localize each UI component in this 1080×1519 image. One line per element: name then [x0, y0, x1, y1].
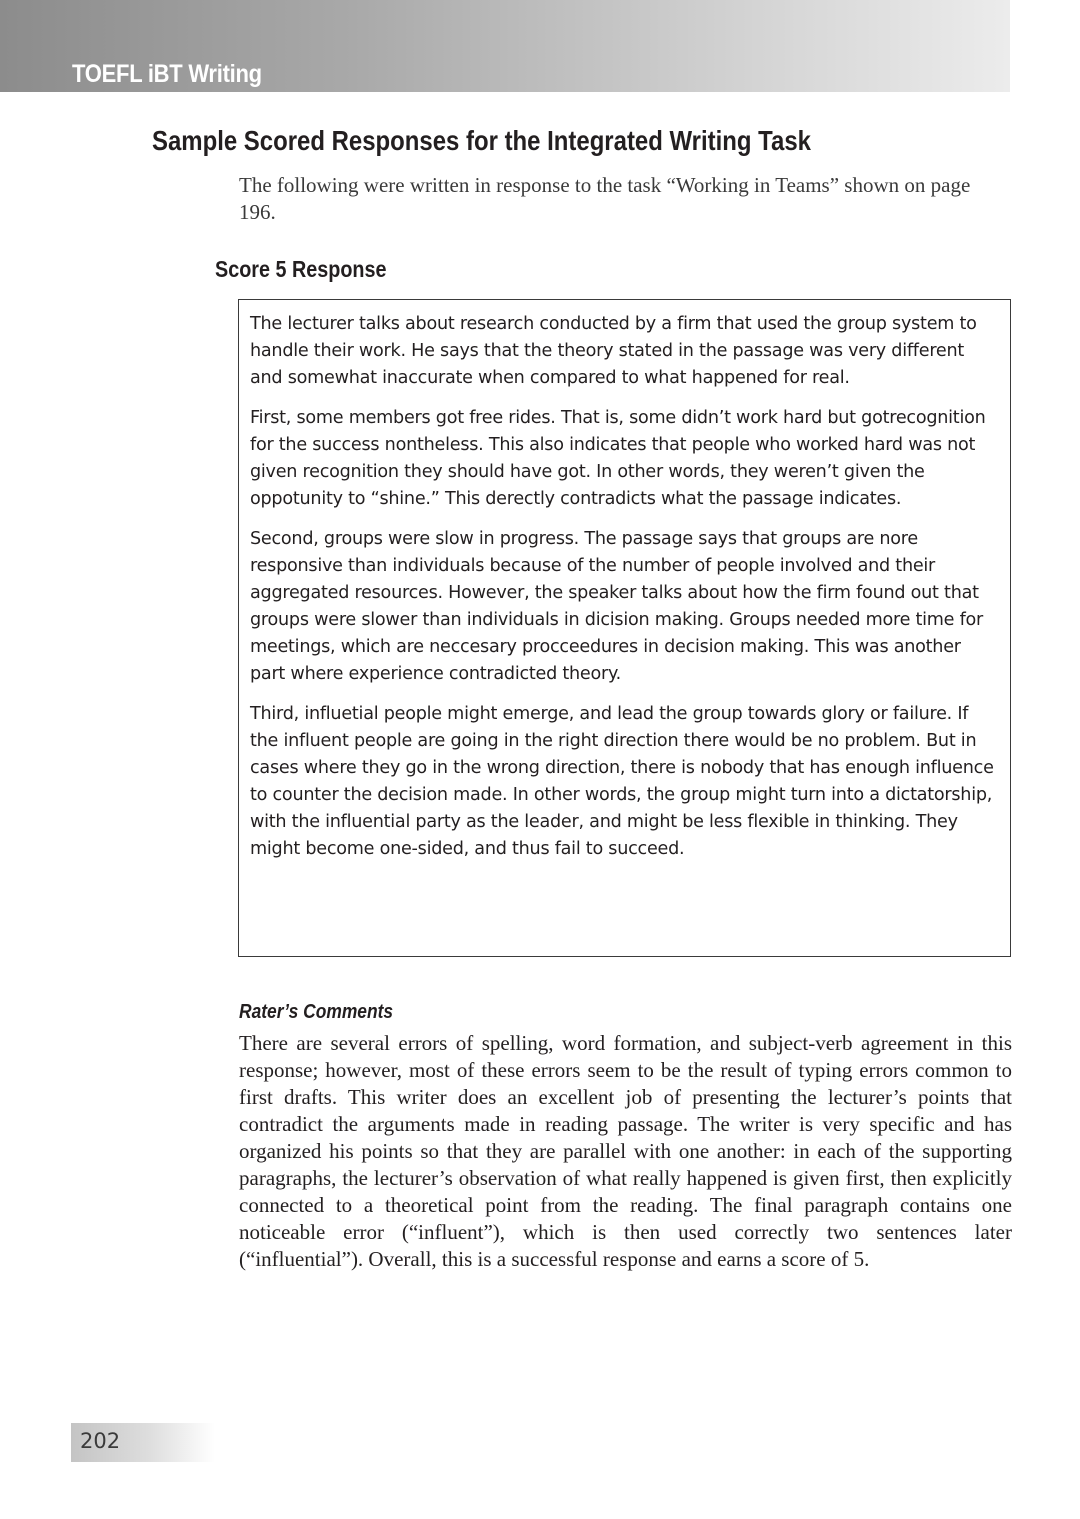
running-header-title: TOEFL iBT Writing [72, 60, 262, 88]
response-paragraph-4: Third, influetial people might emerge, and lead the group towards glory or failure. If the influent people are going in the right direction there would be no problem. But in cases where they go in the wrong direction, there is nobody that has enough influence to counter the decision made. In other words, the group might turn into a dictatorship, with the influential party as the leader, and might be less flexible in thinking. They might become one-sided, and thus fail to succeed. [250, 704, 994, 859]
page-number: 202 [80, 1429, 121, 1453]
response-paragraph-3: Second, groups were slow in progress. The passage says that groups are nore responsive than individuals because of the number of people involved and their aggregated resources. However, the speaker talks about how the firm found out that groups were slower than individuals in dicision making. Groups needed more time for meetings, which are neccesary procceedures in decision making. This was another part where experience contradicted theory. [250, 529, 984, 684]
response-paragraph-1: The lecturer talks about research conducted by a firm that used the group system to handle their work. He says that the theory stated in the passage was very different and somewhat inaccurate when compared to what happened for real. [250, 314, 977, 388]
raters-comments-heading: Rater’s Comments [239, 1001, 394, 1023]
section-title: Sample Scored Responses for the Integrated Writing Task [152, 125, 811, 156]
score-5-response-heading: Score 5 Response [215, 256, 387, 282]
intro-paragraph: The following were written in response to the task “Working in Teams” shown on page 196. [239, 173, 971, 224]
page-number-band [71, 1423, 215, 1462]
response-box [238, 299, 1011, 957]
response-paragraph-2: First, some members got free rides. That is, some didn’t work hard but gotrecognition for the success nontheless. This also indicates that people who worked hard was not given recognition they should have got. In other words, they weren’t given the oppotunity to “shine.” This derectly contradicts what the passage indicates. [250, 408, 986, 509]
raters-comments-body: There are several errors of spelling, word formation, and subject-verb agreement in this response; however, most of these errors seem to be the result of typing errors common to first drafts. This writer does an excellent job of presenting the lecturer’s points that contradict the arguments made in reading passage. The writer is very specific and has organized his points so that they are parallel with one another: in each of the supporting paragraphs, the lecturer’s observation of what really happened is given first, then explicitly connected to a theoretical point from the reading. The final paragraph contains one noticeable error (“influent”), which is then used correctly two sentences later (“influential”). Overall, this is a successful response and earns a score of 5. [239, 1031, 1012, 1271]
